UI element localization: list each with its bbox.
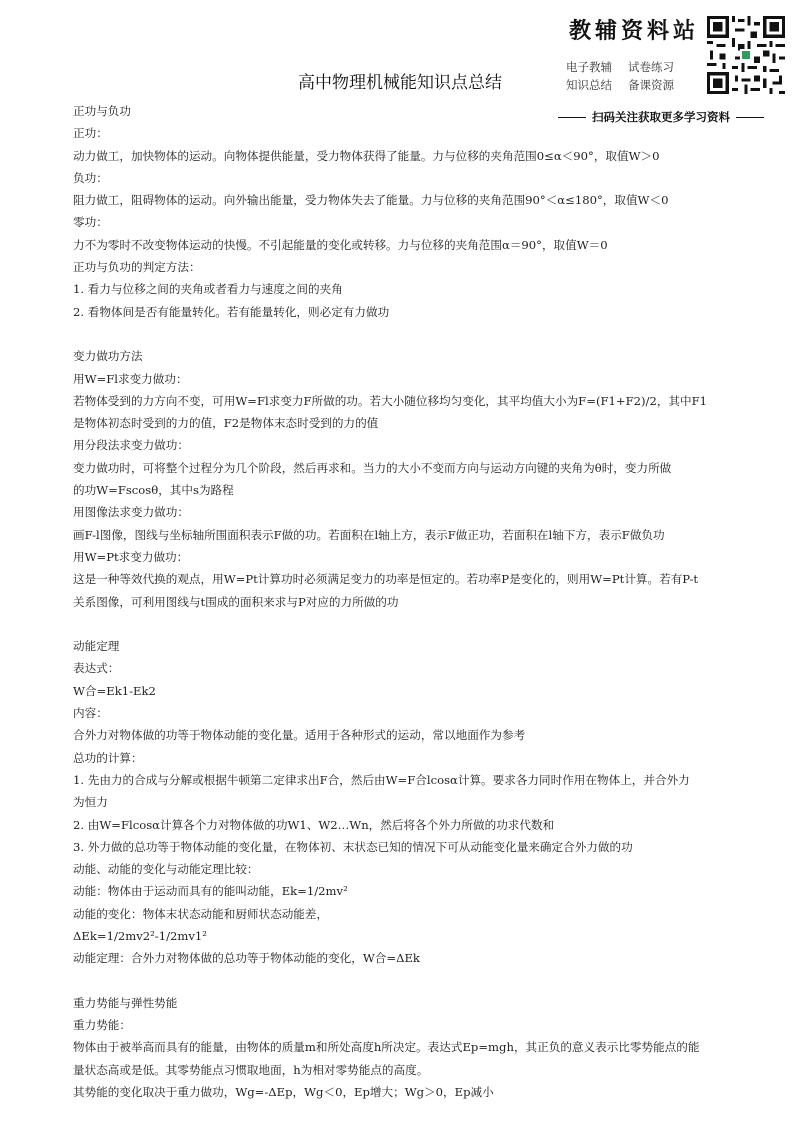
text-line: 为恒力 xyxy=(73,795,108,810)
section-gap xyxy=(73,970,733,992)
text-line: 量状态高或是低。其零势能点习惯取地面，h为相对零势能点的高度。 xyxy=(73,1062,429,1077)
formula-line: ΔEk=1/2mv2²-1/2mv1² xyxy=(73,928,207,943)
text-line: 动能定理：合外力对物体做的总功等于物体动能的变化，W合=ΔEk xyxy=(73,951,420,966)
text-line: 用W=Pt求变力做功： xyxy=(73,549,189,564)
link-lesson-resources[interactable]: 备课资源 xyxy=(628,78,674,92)
text-line: 动能的变化：物体末状态动能和厨师状态动能差， xyxy=(73,906,329,921)
section-work-sign xyxy=(73,100,733,323)
text-line: 用分段法求变力做功： xyxy=(73,438,189,453)
text-line: 力不为零时不改变物体运动的快慢。不引起能量的变化或转移。力与位移的夹角范围α＝90°，取值W＝0 xyxy=(73,237,608,252)
text-line: 表达式： xyxy=(73,661,120,676)
text-line: 1. 先由力的合成与分解或根据牛顿第二定律求出F合，然后由W=F合lcosα计算。要求各力同时作用在物体上，并合外力 xyxy=(73,772,690,787)
text-line: 画F-l图像，图线与坐标轴所围面积表示F做的功。若面积在l轴上方，表示F做正功，若面积在l轴下方，表示F做负功 xyxy=(73,527,665,542)
section-potential-energy xyxy=(73,992,733,1103)
link-exams[interactable]: 试卷练习 xyxy=(628,60,674,74)
section-gap xyxy=(73,613,733,635)
brand-title: 教辅资料站 xyxy=(569,19,700,44)
formula-line: W合=Ek1-Ek2 xyxy=(73,683,156,698)
section-heading: 动能定理 xyxy=(73,639,120,654)
text-line: 内容： xyxy=(73,706,108,721)
text-line: 2. 由W=Flcosα计算各个力对物体做的功W1、W2…Wn，然后将各个外力所做的功求代数和 xyxy=(73,817,555,832)
text-line: 零功： xyxy=(73,215,108,230)
text-line: 合外力对物体做的功等于物体动能的变化量。适用于各种形式的运动，常以地面作为参考 xyxy=(73,728,526,743)
text-line: 动力做工，加快物体的运动。向物体提供能量，受力物体获得了能量。力与位移的夹角范围0≤α＜90°，取值W＞0 xyxy=(73,148,660,163)
section-gap xyxy=(73,323,733,345)
caption-dash-right xyxy=(736,117,764,118)
text-line: 总功的计算： xyxy=(73,750,143,765)
link-summaries[interactable]: 知识总结 xyxy=(566,78,612,92)
text-line: 3. 外力做的总功等于物体动能的变化量，在物体初、末状态已知的情况下可从动能变化量来确定合外力做的功 xyxy=(73,839,633,854)
text-line: 正功与负功的判定方法： xyxy=(73,260,201,275)
text-line: 用W=Fl求变力做功： xyxy=(73,371,188,386)
text-line: 关系图像，可利用图线与t围成的面积来求与P对应的力所做的功 xyxy=(73,594,399,609)
text-line: 变力做功时，可将整个过程分为几个阶段，然后再求和。当力的大小不变而方向与运动方向键的夹角为θ时，变力所做 xyxy=(73,460,672,475)
section-heading: 正功与负功 xyxy=(73,104,131,118)
text-line: 物体由于被举高而具有的能量，由物体的质量m和所处高度h所决定。表达式Ep=mgh，其正负的意义表示比零势能点的能 xyxy=(73,1040,700,1055)
text-line: 的功W=Fscosθ，其中s为路程 xyxy=(73,483,234,498)
text-line: 用图像法求变力做功： xyxy=(73,505,189,520)
document-body xyxy=(73,100,733,1103)
text-line: 正功： xyxy=(73,126,108,141)
section-heading: 重力势能与弹性势能 xyxy=(73,995,178,1010)
qr-caption-text: 扫码关注获取更多学习资料 xyxy=(592,110,730,124)
link-ebooks[interactable]: 电子教辅 xyxy=(566,60,612,74)
text-line: 这是一种等效代换的观点，用W=Pt计算功时必须满足变力的功率是恒定的。若功率P是变化的，则用W=Pt计算。若有P-t xyxy=(73,572,699,587)
text-line: 是物体初态时受到的力的值，F2是物体末态时受到的力的值 xyxy=(73,416,379,431)
section-variable-force-work xyxy=(73,345,733,613)
text-line: 若物体受到的力方向不变，可用W=Fl求变力F所做的功。若大小随位移均匀变化，其平均值大小为F=(F1+F2)/2，其中F1 xyxy=(73,393,708,408)
text-line: 动能、动能的变化与动能定理比较： xyxy=(73,862,259,877)
text-line: 2. 看物体间是否有能量转化。若有能量转化，则必定有力做功 xyxy=(73,304,390,319)
text-line: 重力势能： xyxy=(73,1018,131,1033)
page-title: 高中物理机械能知识点总结 xyxy=(298,73,502,93)
text-line: 动能：物体由于运动而具有的能叫动能，Ek=1/2mv² xyxy=(73,884,348,899)
text-line: 负功： xyxy=(73,170,108,185)
section-kinetic-energy-theorem xyxy=(73,635,733,969)
text-line: 阻力做工，阻碍物体的运动。向外输出能量，受力物体失去了能量。力与位移的夹角范围90°＜α≤180°，取值W＜0 xyxy=(73,193,669,208)
text-line: 其势能的变化取决于重力做功，Wg=-ΔEp，Wg＜0，Ep增大；Wg＞0，Ep减小 xyxy=(73,1085,494,1100)
section-heading: 变力做功方法 xyxy=(73,349,143,364)
text-line: 1. 看力与位移之间的夹角或者看力与速度之间的夹角 xyxy=(73,282,343,297)
